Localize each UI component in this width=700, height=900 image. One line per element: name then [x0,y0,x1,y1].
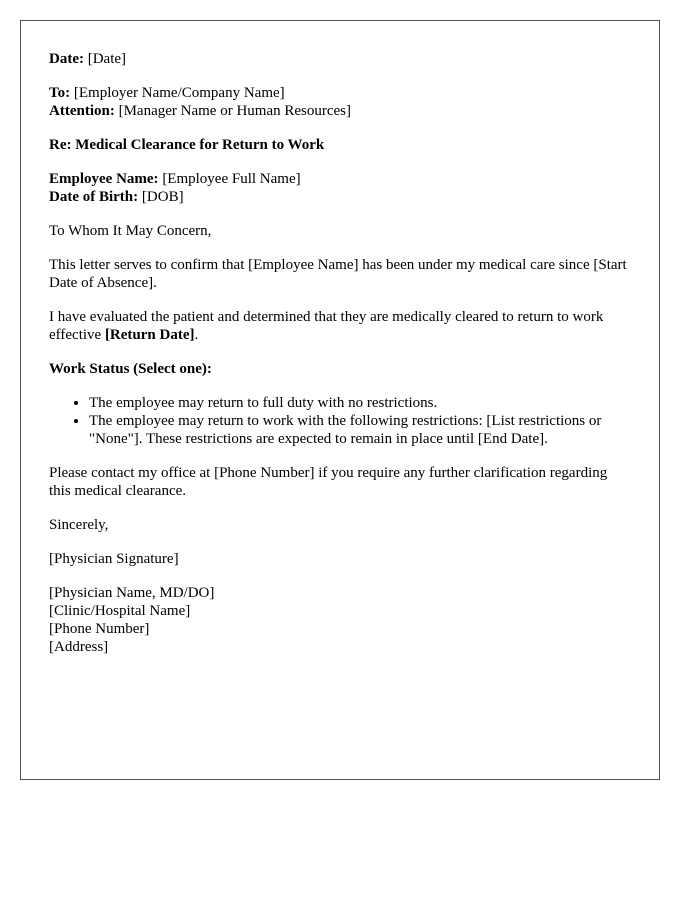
salutation: To Whom It May Concern, [49,223,212,239]
date-line [49,50,631,68]
physician-block [49,584,631,656]
attention-label: Attention: [49,103,115,119]
physician-phone: [Phone Number] [49,621,150,637]
header-block [49,50,631,68]
employee-name-label: Employee Name: [49,171,159,187]
work-status-option-restrictions: • The employee may return to work with the following restrictions: [List restrictions or "None"]. These restrictions are expected to remain in place until [End Date]. [89,412,631,448]
to-value: [Employer Name/Company Name] [73,85,285,101]
date-value: [Date] [87,51,127,67]
letter-page [20,20,660,780]
employee-name-value: [Employee Full Name] [162,171,301,187]
physician-clinic: [Clinic/Hospital Name] [49,603,191,619]
to-label: To: [49,85,71,101]
employee-name-line [49,170,631,188]
closing: Sincerely, [49,517,109,533]
physician-name: [Physician Name, MD/DO] [49,585,215,601]
recipient-block [49,84,631,120]
signature: [Physician Signature] [49,551,179,567]
work-status-options [49,394,631,448]
work-status-option-full-duty: • The employee may return to full duty with no restrictions. [89,394,631,412]
paragraph-care-confirmation: This letter serves to confirm that [Employee Name] has been under my medical care since [Start Date of Absence]. [49,257,627,291]
physician-address: [Address] [49,639,109,655]
to-line [49,84,631,102]
return-date: [Return Date] [104,327,195,343]
work-status-heading [49,360,631,378]
work-status-heading-text: Work Status (Select one): [49,361,212,377]
employee-block [49,170,631,206]
dob-label: Date of Birth: [49,189,139,205]
subject-line [49,136,631,154]
dob-line [49,188,631,206]
clearance-end: . [194,327,199,343]
dob-value: [DOB] [141,189,184,205]
attention-value: [Manager Name or Human Resources] [118,103,351,119]
date-label: Date: [49,51,84,67]
contact-paragraph: Please contact my office at [Phone Number] if you require any further clarification regarding this medical clearance. [49,465,608,499]
clearance-text: I have evaluated the patient and determined that they are medically cleared to return to work effective [49,309,604,343]
subject-text: Re: Medical Clearance for Return to Work [49,137,325,153]
attention-line [49,102,631,120]
paragraph-clearance [49,308,631,344]
